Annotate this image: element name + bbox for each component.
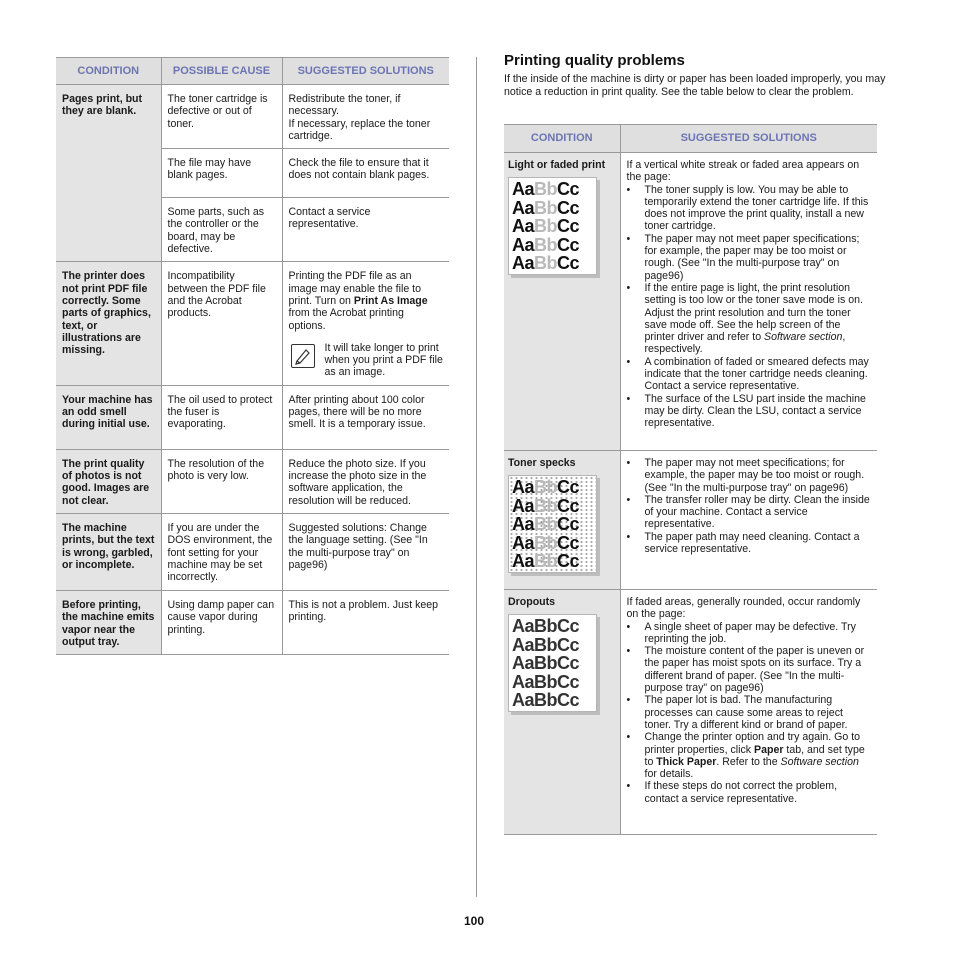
condition-label: Light or faded print [508, 159, 606, 171]
list-item: • If these steps do not correct the problem, contact a service representative. [627, 780, 872, 805]
section-intro: If the inside of the machine is dirty or paper has been loaded improperly, you may notice a reduction in print quality. See the table below to clear the problem. [504, 73, 886, 98]
sample-line: AaBbCc [512, 477, 580, 498]
left-troubleshooting-table [56, 57, 449, 655]
toner-specks-sample [508, 475, 597, 573]
sample-line: AaBbCc [512, 197, 580, 218]
list-item: • A combination of faded or smeared defects may indicate that the toner cartridge needs cleaning. Contact a service representative. [627, 356, 872, 393]
solution-list [627, 621, 872, 805]
solution-text: Printing the PDF file as an image may enable the file to print. Turn on Print As Image from the Acrobat printing options. [288, 270, 428, 332]
solution-reduce-photo-size: Reduce the photo size. If you increase the photo size in the software application, the resolution will be reduced. [282, 449, 449, 513]
sample-line: AaBbCc [512, 514, 580, 535]
condition-odd-smell: Your machine has an odd smell during initial use. [56, 385, 161, 449]
note-icon [291, 344, 315, 368]
note [289, 342, 444, 379]
solution-change-language: Suggested solutions: Change the language setting. (See "In the multi-purpose tray" on page96) [282, 513, 449, 590]
sample-line: AaBbCc [512, 495, 580, 516]
sample-line: AaBbCc [512, 216, 580, 237]
list-item: • The moisture content of the paper is uneven or the paper has moist spots on its surface. Try a different brand of paper. (See "In the multi-purpose tray" on page96) [627, 645, 872, 694]
condition-label: Toner specks [508, 457, 576, 469]
faded-print-sample [508, 177, 597, 275]
solution-keep-printing: This is not a problem. Just keep printing. [282, 590, 449, 654]
cause-damp-paper: Using damp paper can cause vapor during printing. [161, 590, 282, 654]
list-item: • If the entire page is light, the print resolution setting is too low or the toner save mode is on. Adjust the print resolution and turn the toner save mode off. See the help screen of the printer driver and refer to Software section, respectively. [627, 282, 872, 356]
solution-list [627, 184, 872, 430]
sample-line: AaBbCc [512, 653, 580, 674]
header-possible-cause: POSSIBLE CAUSE [161, 58, 282, 85]
sample-line: AaBbCc [512, 634, 580, 655]
condition-vapor: Before printing, the machine emits vapor near the output tray. [56, 590, 161, 654]
cause-toner-defective: The toner cartridge is defective or out of toner. [161, 85, 282, 149]
solution-list [627, 457, 872, 555]
sample-line: AaBbCc [512, 252, 580, 273]
sample-line: AaBbCc [512, 689, 580, 710]
condition-toner-specks [504, 451, 620, 590]
solution-intro: If a vertical white streak or faded area appears on the page: [626, 159, 860, 184]
header-suggested-solutions: SUGGESTED SOLUTIONS [282, 58, 449, 85]
page-number: 100 [464, 914, 485, 928]
solution-redistribute-toner [282, 85, 449, 149]
sample-line: AaBbCc [512, 179, 580, 200]
solution-print-as-image [282, 262, 449, 385]
solution-check-file: Check the file to ensure that it does not contain blank pages. [282, 149, 449, 198]
cause-blank-file: The file may have blank pages. [161, 149, 282, 198]
solutions-toner-specks [620, 451, 877, 590]
list-item: • The toner supply is low. You may be able to temporarily extend the toner cartridge life. If this does not improve the print quality, install a new toner cartridge. [627, 184, 872, 233]
list-item: • The paper lot is bad. The manufacturing processes can cause some areas to reject toner. Try a different kind or brand of paper. [627, 694, 872, 731]
cause-defective-parts: Some parts, such as the controller or the board, may be defective. [161, 198, 282, 262]
cause-oil-evaporating: The oil used to protect the fuser is evaporating. [161, 385, 282, 449]
cause-dos-font: If you are under the DOS environment, the font setting for your machine may be set incorrectly. [161, 513, 282, 590]
list-item: • The paper path may need cleaning. Contact a service representative. [627, 531, 872, 556]
condition-dropouts [504, 590, 620, 835]
solution-temporary-smell: After printing about 100 color pages, there will be no more smell. It is a temporary issue. [282, 385, 449, 449]
sample-line: AaBbCc [512, 234, 580, 255]
condition-label: Dropouts [508, 596, 556, 608]
print-as-image-option: Print As Image [353, 294, 428, 307]
list-item: • A single sheet of paper may be defective. Try reprinting the job. [627, 621, 872, 646]
header-condition: CONDITION [504, 125, 620, 153]
solution-intro: If faded areas, generally rounded, occur randomly on the page: [626, 596, 861, 621]
condition-garbled-text: The machine prints, but the text is wrong, garbled, or incomplete. [56, 513, 161, 590]
solution-text: Redistribute the toner, if necessary. [288, 93, 401, 118]
list-item: • The paper may not meet paper specifications; for example, the paper may be too moist or rough. (See "In the multi-purpose tray" on page96) [627, 233, 872, 282]
sample-line: AaBbCc [512, 616, 580, 637]
print-quality-table [504, 124, 877, 835]
header-suggested-solutions: SUGGESTED SOLUTIONS [620, 125, 877, 153]
note-text: It will take longer to print when you print a PDF file as an image. [324, 341, 443, 379]
list-item: • The paper may not meet specifications; for example, the paper may be too moist or rough. (See "In the multi-purpose tray" on page96) [627, 457, 872, 494]
section-title: Printing quality problems [504, 52, 685, 69]
solutions-dropouts [620, 590, 877, 835]
dropouts-sample [508, 614, 597, 712]
list-item: • The transfer roller may be dirty. Clean the inside of your machine. Contact a service representative. [627, 494, 872, 531]
condition-light-faded-print [504, 153, 620, 451]
solutions-light-faded [620, 153, 877, 451]
condition-blank-pages: Pages print, but they are blank. [56, 85, 161, 262]
list-item: • The surface of the LSU part inside the machine may be dirty. Clean the LSU, contact a service representative. [627, 393, 872, 430]
header-condition: CONDITION [56, 58, 161, 85]
list-item: • Change the printer option and try again. Go to printer properties, click Paper tab, and set type to Thick Paper. Refer to the Software section for details. [627, 731, 872, 780]
sample-line: AaBbCc [512, 671, 580, 692]
sample-line: AaBbCc [512, 550, 580, 571]
cause-low-resolution: The resolution of the photo is very low. [161, 449, 282, 513]
column-divider [476, 57, 477, 897]
solution-contact-service: Contact a service representative. [282, 198, 449, 262]
solution-text: If necessary, replace the toner cartridge. [288, 117, 431, 142]
condition-photo-quality: The print quality of photos is not good. Images are not clear. [56, 449, 161, 513]
sample-line: AaBbCc [512, 532, 580, 553]
cause-pdf-incompatibility: Incompatibility between the PDF file and the Acrobat products. [161, 262, 282, 385]
condition-pdf: The printer does not print PDF file correctly. Some parts of graphics, text, or illustrations are missing. [56, 262, 161, 385]
